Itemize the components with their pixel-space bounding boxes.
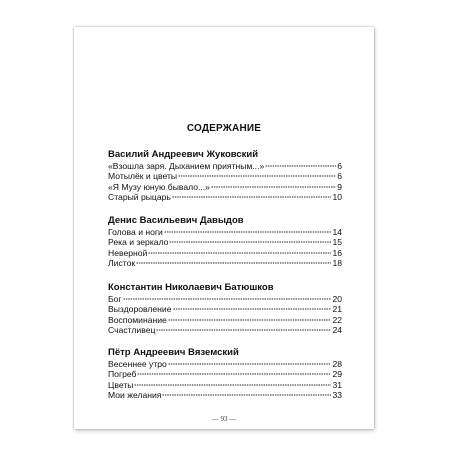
toc-entry (108, 315, 342, 325)
entry-title: Листок (108, 258, 136, 269)
entry-page: 14 (332, 227, 342, 237)
toc-entry (108, 182, 342, 192)
entry-page: 16 (332, 247, 342, 258)
dot-leader (137, 373, 331, 375)
dot-leader (178, 175, 336, 177)
entry-title: Голова и ноги (108, 227, 163, 237)
toc-section-davydov (108, 215, 342, 269)
entry-title: Мои желания (108, 390, 162, 401)
entry-title: «Я Музу юную бывало...» (108, 181, 210, 192)
toc-entry (108, 325, 342, 335)
dot-leader (156, 329, 331, 331)
toc-entry (108, 227, 342, 237)
toc-entry (108, 161, 342, 171)
toc-heading: СОДЕРЖАНИЕ (186, 123, 262, 134)
entry-page: 21 (332, 304, 342, 315)
toc-section-batyushkov (108, 282, 342, 336)
toc-entry (108, 390, 342, 400)
entry-title: Воспоминание (108, 314, 167, 325)
toc-entry (108, 359, 342, 369)
entry-title: Счастливец (108, 325, 156, 336)
entry-title: Весеннее утро (108, 359, 167, 369)
toc-entry (108, 294, 342, 304)
toc-entry (108, 192, 342, 202)
entry-page: 18 (332, 258, 342, 269)
entry-page: 10 (332, 192, 342, 203)
entry-page: 28 (332, 359, 342, 369)
toc-entry (108, 248, 342, 258)
dot-leader (148, 252, 331, 254)
dot-leader (162, 394, 331, 396)
dot-leader (172, 196, 332, 198)
entry-page: 9 (337, 181, 342, 192)
entry-page: 15 (332, 237, 342, 248)
toc-entry (108, 258, 342, 268)
toc-entry (108, 369, 342, 379)
dot-leader (169, 241, 331, 243)
section-author: Василий Андреевич Жуковский (108, 149, 259, 160)
entry-page: 20 (332, 294, 342, 304)
section-author: Константин Николаевич Батюшков (108, 282, 274, 293)
dot-leader (173, 308, 332, 310)
toc-entry (108, 304, 342, 314)
entry-page: 33 (332, 390, 342, 401)
toc-entry (108, 380, 342, 390)
entry-page: 22 (332, 314, 342, 325)
entry-title: Бог (108, 294, 122, 304)
dot-leader (168, 319, 332, 321)
entry-page: 24 (332, 325, 342, 336)
entry-page: 31 (332, 379, 342, 390)
entry-title: Неверной (108, 247, 148, 258)
entry-title: Выздоровление (108, 304, 172, 315)
toc-entry (108, 237, 342, 247)
toc-section-vyazemsky (108, 347, 342, 401)
entry-title: Цветы (108, 379, 134, 390)
dot-leader (168, 363, 332, 365)
section-author: Пётр Андреевич Вяземский (108, 347, 239, 358)
entry-title: Погреб (108, 369, 137, 380)
page-number: — 93 — (211, 415, 237, 423)
entry-title: Река и зеркало (108, 237, 169, 248)
entry-title: «Взошла заря. Дыханием приятным...» (108, 161, 265, 171)
entry-page: 6 (337, 171, 342, 182)
entry-page: 29 (332, 369, 342, 380)
dot-leader (134, 384, 331, 386)
toc-entry (108, 171, 342, 181)
toc-section-zhukovsky (108, 149, 342, 203)
dot-leader (136, 262, 331, 264)
dot-leader (164, 231, 332, 233)
dot-leader (211, 186, 336, 188)
entry-page: 6 (337, 161, 342, 171)
book-page (74, 27, 374, 429)
section-author: Денис Васильевич Давыдов (108, 215, 244, 226)
dot-leader (123, 298, 332, 300)
entry-title: Мотылёк и цветы (108, 171, 178, 182)
entry-title: Старый рыцарь (108, 192, 171, 203)
dot-leader (265, 165, 336, 167)
